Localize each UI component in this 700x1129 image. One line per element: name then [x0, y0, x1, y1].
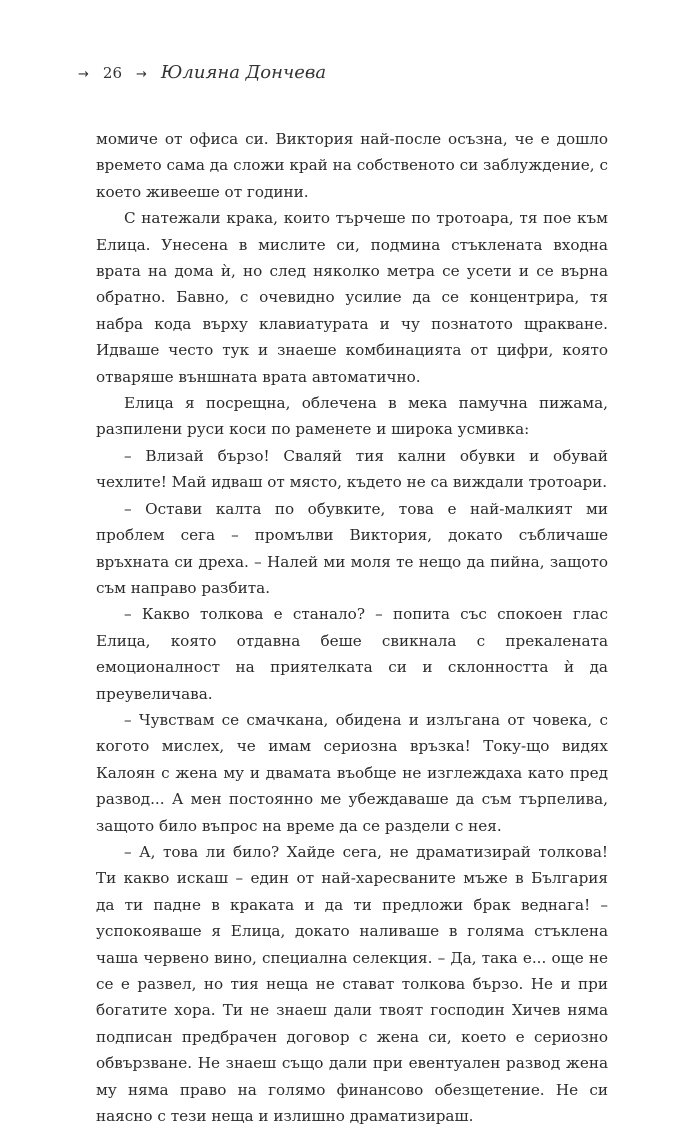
arrow-right-icon: →: [136, 67, 147, 82]
paragraph: – Остави калта по обувките, това е най-малкият ми проблем сега – промълви Виктория, докато събличаше връхната си дреха. – Налей ми моля те нещо да пийна, защото съм направо разбита.: [96, 499, 608, 597]
paragraph: – Чувствам се смачкана, обидена и излъгана от човека, с когото мислех, че имам сериозна връзка! Току-що видях Калоян с жена му и двамата въобще не изглеждаха като пред развод... А мен постоянно ме убеждаваше да съм търпелива, защото било въпрос на време да се раздели с нея.: [96, 710, 608, 835]
paragraph: Елица я посрещна, облечена в мека памучна пижама, разпилени руси коси по раменете и широка усмивка:: [96, 394, 608, 439]
running-header: [78, 62, 326, 83]
paragraph: – А, това ли било? Хайде сега, не драматизирай толкова! Ти какво искаш – един от най-харесваните мъже в България да ти падне в краката и да ти предложи брак веднага! – успокояваше я Елица, докато наливаше в голяма стъклена чаша червено вино, специална селекция. – Да, така е... още не се е развел, но тия неща не стават толкова бързо. Не и при богатите хора. Ти не знаеш дали твоят господин Хичев няма подписан предбрачен договор с жена си, което е сериозно обвързване. Не знаеш също дали при евентуален развод жена му няма право на голямо финансово обезщетение. Не си наясно с тези неща и излишно драматизираш.: [96, 842, 608, 1126]
body-text: [96, 126, 608, 1129]
author-name: Юлияна Дончева: [160, 62, 327, 83]
paragraph: – Влизай бързо! Сваляй тия кални обувки и обувай чехлите! Май идваш от място, където не са виждали тротоари.: [96, 446, 608, 492]
paragraph: – Какво толкова е станало? – попита със спокоен глас Елица, която отдавна беше свикнала с прекалената емоционалност на приятелката си и склонността ѝ да преувеличава.: [96, 605, 608, 703]
page-number: 26: [102, 64, 122, 82]
paragraph: С натежали крака, които търчеше по тротоара, тя пое към Елица. Унесена в мислите си, подмина стъклената входна врата на дома ѝ, но след няколко метра се усети и се върна обратно. Бавно, с очевидно усилие да се концентрира, тя набра кода върху клавиатурата и чу познатото щракване. Идваше често тук и знаеше комбинацията от цифри, която отваряше външната врата автоматично.: [96, 209, 608, 386]
paragraph: момиче от офиса си. Виктория най-после осъзна, че е дошло времето сама да сложи край на собственото си заблуждение, с което живееше от години.: [96, 130, 608, 201]
arrow-right-icon: →: [78, 67, 89, 82]
